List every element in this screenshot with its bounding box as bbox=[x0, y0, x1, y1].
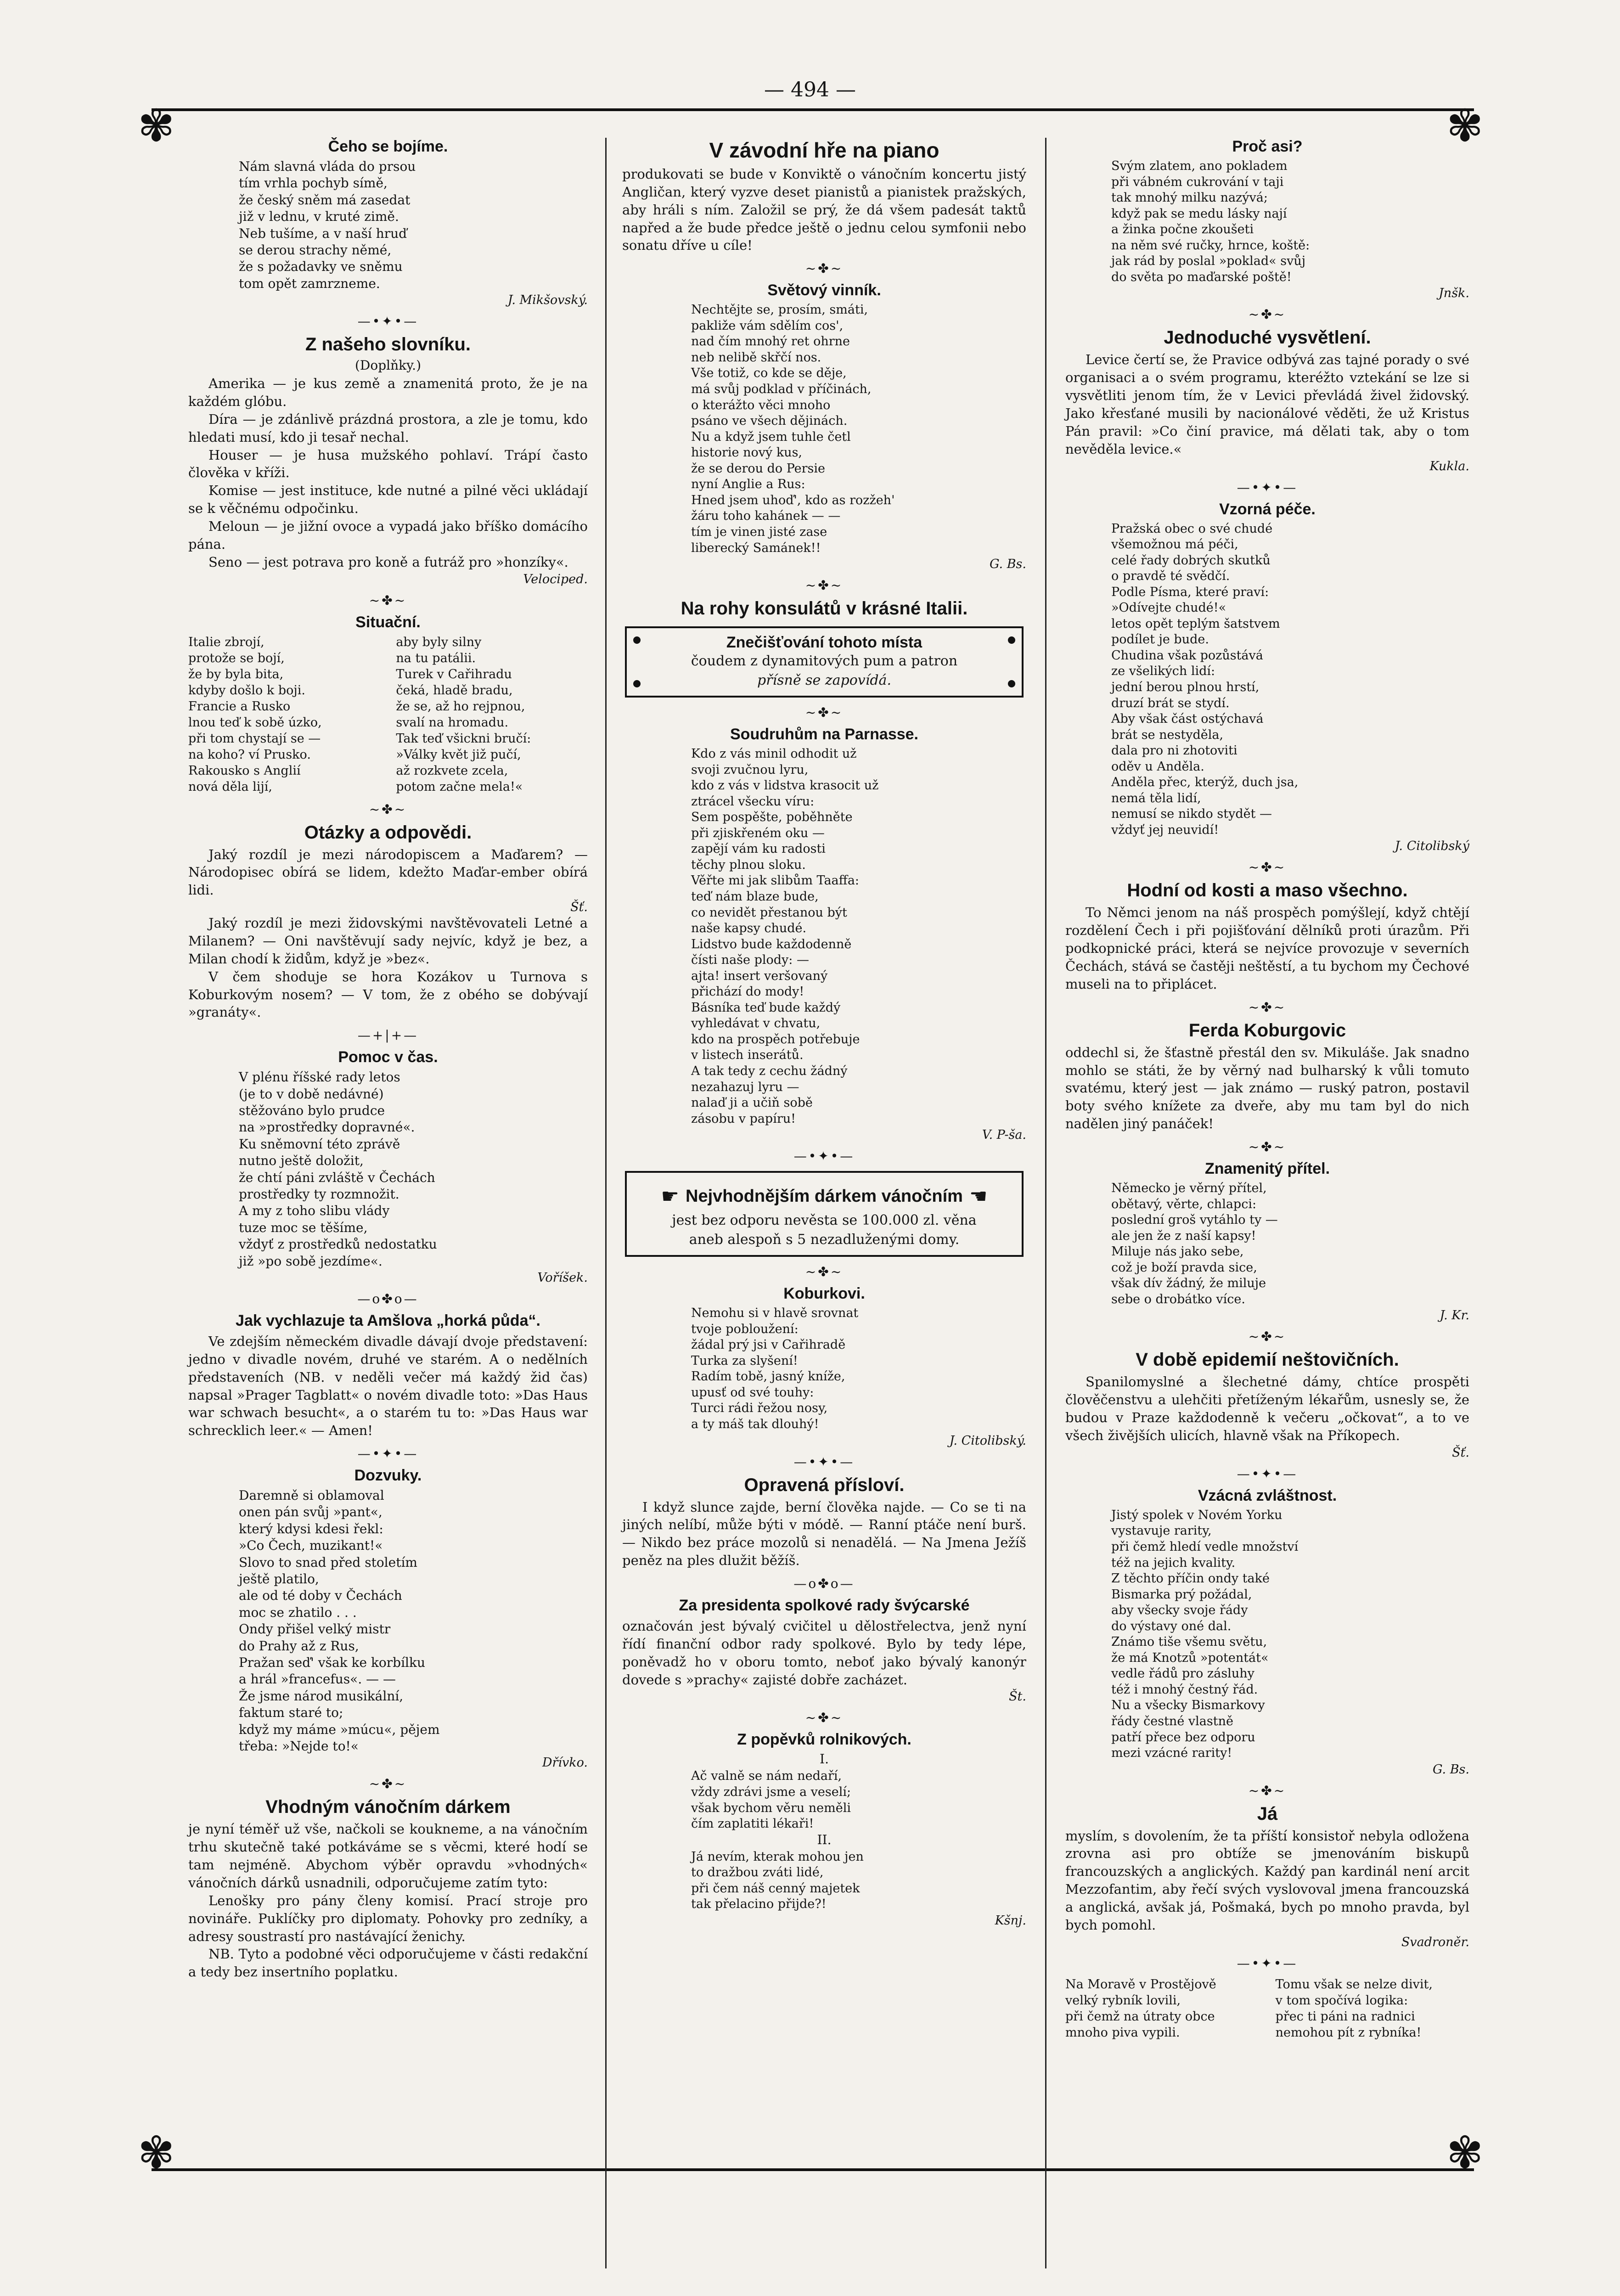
article-title: Za presidenta spolkové rady švýcarské bbox=[679, 1596, 970, 1614]
poem: V plénu říšské rady letos (je to v době nedávné) stěžováno bylo prudce na »prostředky dopravné«. Ku sněmovní této zprávě nutno ještě doložit, že chtí páni zvláště v Čechách prostředky ty rozmnožit. A my z toho slibu vlády tuze moc se těšíme, vždyť z prostředků nedostatku již »po sobě jezdíme«. bbox=[239, 1069, 437, 1269]
paragraph: produkovati se bude v Konviktě o vánočním koncertu jistý Angličan, který vyzve deset pianistů a pianistek pražských, aby hráli s ním. Založil se prý, že dá všem padesát taktů napřed a že bude předce ještě o jednu celou symfonii nebo sonatu dříve u cíle! bbox=[622, 166, 1026, 253]
divider-ornament-icon: ~✤~ bbox=[369, 592, 407, 608]
paragraph: V čem shoduje se hora Kozákov u Turnova s Koburkovým nosem? — V tom, že z obého se dobývají »granáty«. bbox=[188, 968, 588, 1020]
divider-ornament-icon: ~✤~ bbox=[805, 1264, 844, 1280]
article-title: Ferda Koburgovic bbox=[1188, 1020, 1346, 1041]
column-rule bbox=[1045, 138, 1046, 2268]
bullet-dot-icon bbox=[1008, 680, 1015, 687]
poem: Daremně si oblamoval onen pán svůj »pant«, který kdysi kdesi řekl: »Co Čech, muzikant!« Slovo to snad před stoletím ještě platilo, ale od té doby v Čechách moc se zhatilo . . . Ondy přišel velký mistr do Prahy až z Rus, Pražan seď' však ke korbílku a hrál »francefus«. — — Že jsme národ musikální, faktum staré to; když my máme »múcu«, pějem třeba: »Nejde to!« bbox=[239, 1488, 440, 1754]
signature: Velociped. bbox=[523, 572, 588, 586]
poem-left: Na Moravě v Prostějově velký rybník lovili, při čemž na útraty obce mnoho piva vypili. bbox=[1065, 1977, 1216, 2040]
signature: J. Citolibský bbox=[1395, 839, 1469, 854]
paragraph: I když slunce zajde, berní člověka najde. — Co se ti na jiných nelíbí, může býti v módě. — Ranní ptáče není burš. — Nikdo bez práce mozolů si nenadělá. — Na Jmena Ježíš peněz na ples dlužit běžíš. bbox=[622, 1499, 1026, 1569]
article-title: Vzorná péče. bbox=[1219, 500, 1316, 518]
article-title: Soudruhům na Parnasse. bbox=[730, 726, 918, 743]
poem: Jistý spolek v Novém Yorku vystavuje rarity, při čemž hledí vedle množství též na jejich kvality. Z těchto příčin ondy také Bismarka prý požádal, aby všecky svoje řády do výstavy oné dal. Známo tiše všemu světu, že má Knotzů »potentát« vedle řádů pro zásluhy též i mnohý čestný řád. Nu a všecky Bismarkovy řády čestné vlastně patří přece bez odporu mezi vzácné rarity! bbox=[1111, 1508, 1299, 1761]
paragraph: Komise — jest instituce, kde nutné a pilné věci ukládají se k věčnému odpočinku. bbox=[188, 483, 588, 517]
article-title: V době epidemií neštovičních. bbox=[1136, 1350, 1399, 1370]
advert-line: jest bez odporu nevěsta se 100.000 zl. věna bbox=[672, 1212, 977, 1229]
corner-ornament-icon: ✾ bbox=[1446, 100, 1484, 152]
paragraph: Levice čertí se, že Pravice odbývá zas tajné porady o své organisaci a o svém programu, kteréžto vztekání se lze si vysvětliti jenom tím, že v Levici převládá živel židovský. Jako křesťané musili by nacionálové věděti, že už Kristus Pán pravil: »Co činí pravice, má dělati tak, aby o tom nevěděla levice.« bbox=[1065, 352, 1469, 457]
article-title: Na rohy konsulátů v krásné Italii. bbox=[681, 598, 968, 619]
signature: Kšnj. bbox=[995, 1913, 1026, 1928]
divider-ornament-icon: ~✤~ bbox=[805, 1710, 844, 1726]
divider-ornament-icon: ~✤~ bbox=[805, 261, 844, 276]
article-title: Jak vychlazuje ta Amšlova „horká půda“. bbox=[236, 1311, 540, 1329]
bullet-dot-icon bbox=[633, 680, 641, 687]
divider-ornament-icon: —•✦•— bbox=[793, 1148, 855, 1164]
signature: J. Mikšovský. bbox=[507, 293, 588, 308]
poem: Já nevím, kterak mohou jen to dražbou zváti lidé, při čem náš cenný majetek tak přelacino přijde?! bbox=[691, 1849, 864, 1912]
signature: Voříšek. bbox=[537, 1270, 588, 1285]
advert-line: aneb alespoň s 5 nezadluženými domy. bbox=[689, 1232, 960, 1248]
divider-ornament-icon: ~✤~ bbox=[369, 801, 407, 817]
pointing-hand-right-icon: ☛ bbox=[661, 1185, 679, 1209]
two-column-poem bbox=[188, 634, 588, 795]
divider-ornament-icon: ~✤~ bbox=[1248, 999, 1287, 1015]
advert-box bbox=[625, 1171, 1024, 1257]
corner-ornament-icon: ✾ bbox=[138, 2127, 175, 2178]
divider-ornament-icon: —o✤o— bbox=[357, 1291, 419, 1306]
signature: Kukla. bbox=[1429, 459, 1469, 473]
poem-right: Tomu však se nelze divit, v tom spočívá logika: přec ti páni na radnici nemohou pít z rybníka! bbox=[1275, 1977, 1433, 2040]
article-title: Koburkovi. bbox=[783, 1285, 865, 1303]
poem: Nám slavná vláda do prsou tím vrhla pochyb símě, že český sněm má zasedat již v lednu, v kruté zimě. Neb tušíme, a v naší hruď se derou strachy němé, že s požadavky ve sněmu tom opět zamrzneme. bbox=[239, 159, 416, 291]
article-title: Vzácná zvláštnost. bbox=[1198, 1486, 1337, 1504]
paragraph: oddechl si, že šťastně přestál den sv. Mikuláše. Jak snadno mohlo se státi, že by věrný nad bulharský k vůli tomuto svatému, který jest — jak známo — ruský patron, postavil boty svého knížete za dveře, aby mu tam byl do nich nadělen jiný panáček! bbox=[1065, 1044, 1469, 1132]
paragraph: Díra — je zdánlivě prázdná prostora, a zle je tomu, kdo hledati musí, kdo ji tesař nechal. bbox=[188, 411, 588, 445]
article-title: V závodní hře na piano bbox=[709, 138, 939, 162]
bullet-dot-icon bbox=[633, 636, 641, 644]
paragraph: Lenošky pro pány členy komisí. Prací stroje pro novináře. Puklíčky pro diplomaty. Pohovky pro zedníky, a adresy soustrastí pro nastávající ženichy. bbox=[188, 1892, 588, 1944]
signature: Dřívko. bbox=[542, 1756, 588, 1770]
article-subtitle: (Doplňky.) bbox=[354, 358, 422, 373]
article-title: Čeho se bojíme. bbox=[328, 138, 448, 155]
column-middle bbox=[622, 138, 1026, 2268]
paragraph: Jaký rozdíl je mezi židovskými navštěvovateli Letné a Milanem? — Oni navštěvují sady nejvíc, když je bez, a Milan chodí k židům, když je »bez«. bbox=[188, 915, 588, 967]
column-right bbox=[1065, 138, 1469, 2268]
divider-ornament-icon: ~✤~ bbox=[1248, 1329, 1287, 1345]
notice-box bbox=[625, 626, 1024, 698]
poem-left: Italie zbrojí, protože se bojí, že by byla bita, kdyby došlo k boji. Francie a Rusko lnou teď k sobě úzko, při tom chystají se — na koho? ví Prusko. Rakousko s Anglií nová děla lijí, bbox=[188, 635, 322, 794]
signature: J. Citolibský. bbox=[949, 1433, 1026, 1448]
poem-right: aby byly silny na tu patálii. Turek v Cařihradu čeká, hladě bradu, že se, až ho rejpnou, svalí na hromadu. Tak teď všickni bručí: »Války květ již pučí, až rozkvete zcela, potom začne mela!« bbox=[396, 635, 531, 794]
poem: Nemohu si v hlavě srovnat tvoje pobloužení: žádal prý jsi v Cařihradě Turka za slyšení! Radím tobě, jasný kníže, upusť od své touhy: Turci rádi řežou nosy, a ty máš tak dlouhý! bbox=[691, 1306, 859, 1431]
article-title: Z popěvků rolnikových. bbox=[737, 1731, 911, 1749]
paragraph: Spanilomyslné a šlechetné dámy, chtíce prospěti člověčenstvu a ulehčiti přetíženým lékařům, usnesly se, že budou v Praze každodenně k večeru „očkovat“, a to ve všech živějších ulicích, hlavně však na Příkopech. bbox=[1065, 1374, 1469, 1444]
paragraph: je nyní téměř už vše, načkoli se koukneme, a na vánočním trhu skutečně také potkáváme se s věcmi, které hodí se tam nejméně. Abychom výběr opravdu »vhodných« vánočních dárků usnadnili, odporučujeme zatím tyto: bbox=[188, 1821, 588, 1891]
divider-ornament-icon: —•✦•— bbox=[357, 314, 419, 329]
paragraph: Meloun — je jižní ovoce a vypadá jako bříško domácího pána. bbox=[188, 518, 588, 552]
signature: V. P-ša. bbox=[982, 1128, 1026, 1142]
divider-ornament-icon: —o✤o— bbox=[793, 1576, 855, 1591]
paragraph: To Němci jenom na náš prospěch pomýšlejí, když chtějí rozdělení Čech i při pojišťování dělníků proti úrazům. Při podkopnické práci, která se nejvíce provozuje v severních Čechách, stává se častěji neštěstí, a tu bychom my Čechové museli na to připlácet. bbox=[1065, 905, 1469, 992]
signature: Jnšk. bbox=[1438, 286, 1469, 301]
paragraph: NB. Tyto a podobné věci odporučujeme v části redakční a tedy bez insertního poplatku. bbox=[188, 1946, 588, 1980]
article-title: Já bbox=[1257, 1803, 1278, 1824]
poem: Německo je věrný přítel, obětavý, věrte, chlapci: poslední groš vytáhlo ty — ale jen že z naší kapsy! Miluje nás jako sebe, což je boží pravda sice, však dív žádný, že miluje sebe o drobátko více. bbox=[1111, 1181, 1278, 1306]
article-title: Proč asi? bbox=[1232, 138, 1303, 155]
article-title: Pomoc v čas. bbox=[338, 1048, 438, 1066]
signature: G. Bs. bbox=[989, 557, 1026, 572]
signature: Šť. bbox=[570, 900, 588, 915]
paragraph: Jaký rozdíl je mezi národopiscem a Maďarem? — Národopisec obírá se lidem, kdežto Maďar-ember obírá lidi. bbox=[188, 846, 588, 898]
poem: Svým zlatem, ano pokladem při vábném cukrování v taji tak mnohý milku nazývá; když pak se medu lásky nají a žinka počne zkoušeti na něm své ručky, hrnce, koště: jak rád by poslal »poklad« svůj do světa po maďarské poště! bbox=[1111, 159, 1310, 284]
divider-ornament-icon: —•✦•— bbox=[357, 1446, 419, 1462]
signature: G. Bs. bbox=[1432, 1762, 1469, 1777]
bullet-dot-icon bbox=[1008, 636, 1015, 644]
notice-line: čoudem z dynamitových pum a patron bbox=[691, 653, 958, 670]
paragraph: označován jest bývalý cvičitel u dělostřelectva, jenž nyní řídí finanční odbor rady spolkové. Bylo by tedy lépe, poněvadž ho v oboru tomto, neboť jako bývalý kanonýr dovede s »prachy« zajisté dobře zacházet. bbox=[622, 1618, 1026, 1688]
paragraph: myslím, s dovolením, že ta příští konsistoř nebyla odložena zrovna asi pro obtíže se jmenováním biskupů francouzských a anglických. Každý pan kardinál není arcit Mezzofantim, aby řečí svých vyslovoval jmena francouzská a anglická, avšak já, Pošmaká, bych po mnoho pravda, byl bych pomohl. bbox=[1065, 1828, 1469, 1933]
paragraph: Houser — je husa mužského pohlaví. Trápí často člověka v kříži. bbox=[188, 447, 588, 481]
stanza-number: I. bbox=[820, 1751, 829, 1767]
divider-ornament-icon: ~✤~ bbox=[1248, 307, 1287, 322]
signature: Svadroněr. bbox=[1401, 1935, 1469, 1949]
column-rule bbox=[605, 138, 607, 2268]
poem: Kdo z vás minil odhodit už svoji zvučnou lyru, kdo z vás v lidstva krasocit už ztrácel všecku víru: Sem pospěšte, poběhněte při zjiskřeném oku — zapějí vám ku radosti těchy plnou sloku. Věřte mi jak slibům Taaffa: teď nám blaze bude, co nevidět přestanou být naše kapsy chudé. Lidstvo bude každodenně čísti naše plody: — ajta! insert veršovaný přichází do mody! Básníka teď bude každý vyhledávat v chvatu, kdo na prospěch potřebuje v listech inserátů. A tak tedy z cechu žádný nezahazuj lyru — nalaď ji a učiň sobě zásobu v papíru! bbox=[691, 747, 879, 1126]
divider-ornament-icon: —•✦•— bbox=[793, 1454, 855, 1469]
article-title: Vhodným vánočním dárkem bbox=[265, 1797, 511, 1818]
corner-ornament-icon: ✾ bbox=[1446, 2127, 1484, 2178]
divider-ornament-icon: ~✤~ bbox=[1248, 860, 1287, 875]
divider-ornament-icon: ~✤~ bbox=[805, 578, 844, 593]
paragraph: Amerika — je kus země a znamenitá proto, že je na každém glóbu. bbox=[188, 376, 588, 409]
advert-title: Nejvhodnějším dárkem vánočním bbox=[686, 1187, 963, 1206]
pointing-hand-left-icon: ☚ bbox=[969, 1185, 988, 1209]
article-title: Jednoduché vysvětlení. bbox=[1164, 327, 1371, 348]
divider-ornament-icon: —+|+— bbox=[357, 1028, 419, 1043]
divider-ornament-icon: —•✦•— bbox=[1237, 1466, 1298, 1481]
article-title: Hodní od kosti a maso všechno. bbox=[1127, 880, 1408, 901]
divider-ornament-icon: ~✤~ bbox=[805, 705, 844, 720]
paragraph: Ve zdejším německém divadle dávají dvoje představení: jedno v divadle novém, druhé ve starém. A o nedělních představeních (NB. v neděli večer má každý žid čas) napsal »Prager Tagblatt« o novém divadle toto: »Das Haus war schwach besucht«, a o starém tu to: »Das Haus war schrecklich leer.« — Amen! bbox=[188, 1333, 588, 1439]
two-column-poem bbox=[1065, 1976, 1469, 2041]
notice-title: Znečišťování tohoto místa bbox=[726, 634, 922, 652]
divider-ornament-icon: ~✤~ bbox=[1248, 1783, 1287, 1798]
divider-ornament-icon: ~✤~ bbox=[369, 1776, 407, 1792]
signature: Št. bbox=[1009, 1689, 1026, 1704]
column-left bbox=[188, 138, 588, 2268]
article-title: Otázky a odpovědi. bbox=[304, 822, 472, 843]
divider-ornament-icon: —•✦•— bbox=[1237, 1955, 1298, 1971]
article-title: Opravená přísloví. bbox=[744, 1474, 905, 1495]
divider-ornament-icon: —•✦•— bbox=[1237, 479, 1298, 495]
poem: Nechtějte se, prosím, smáti, pakliže vám sdělím cos', nad čím mnohý ret ohrne neb nelibě skřčí nos. Vše totiž, co kde se děje, má svůj podklad v příčinách, o kterážto věci mnoho psáno ve všech dějinách. Nu a když jsem tuhle četl historie nový kus, že se derou do Persie nyní Anglie a Rus: Hned jsem uhoď', kdo as rozžeh' žáru toho kahánek — — tím je vinen jisté zase liberecký Samánek!! bbox=[691, 303, 895, 555]
signature: Šť. bbox=[1452, 1445, 1469, 1460]
corner-ornament-icon: ✾ bbox=[138, 100, 175, 152]
stanza-number: II. bbox=[817, 1832, 832, 1847]
paragraph: Seno — jest potrava pro koně a futráž pro »honzíky«. bbox=[208, 554, 568, 570]
poem: Pražská obec o své chudé všemožnou má péči, celé řady dobrých skutků o pravdě té svědčí. Podle Písma, které praví: »Odívejte chudé!« letos opět teplým šatstvem podílet je bude. Chudina však pozůstává ze všelikých lidí: jední berou plnou hrstí, druzí brát se stydí. Aby však část ostýchavá brát se nestyděla, dala pro ni zhotoviti oděv u Anděla. Anděla přec, kterýž, duch jsa, nemá těla lidí, nemusí se nikdo stydět — vždyť jej neuvidí! bbox=[1111, 521, 1299, 837]
page-number: — 494 — bbox=[764, 78, 856, 101]
article-title: Dozvuky. bbox=[354, 1467, 422, 1485]
article-title: Situační. bbox=[355, 613, 421, 631]
article-title: Světový vinník. bbox=[767, 281, 881, 299]
divider-ornament-icon: ~✤~ bbox=[1248, 1139, 1287, 1155]
poem: Ač valně se nám nedaří, vždy zdrávi jsme a veselí; však bychom věru neměli čím zaplatiti lékaři! bbox=[691, 1769, 851, 1831]
article-title: Z našeho slovníku. bbox=[305, 334, 471, 355]
article-title: Znamenitý přítel. bbox=[1204, 1160, 1330, 1178]
signature: J. Kr. bbox=[1440, 1308, 1469, 1323]
notice-line: přísně se zapovídá. bbox=[757, 672, 891, 689]
